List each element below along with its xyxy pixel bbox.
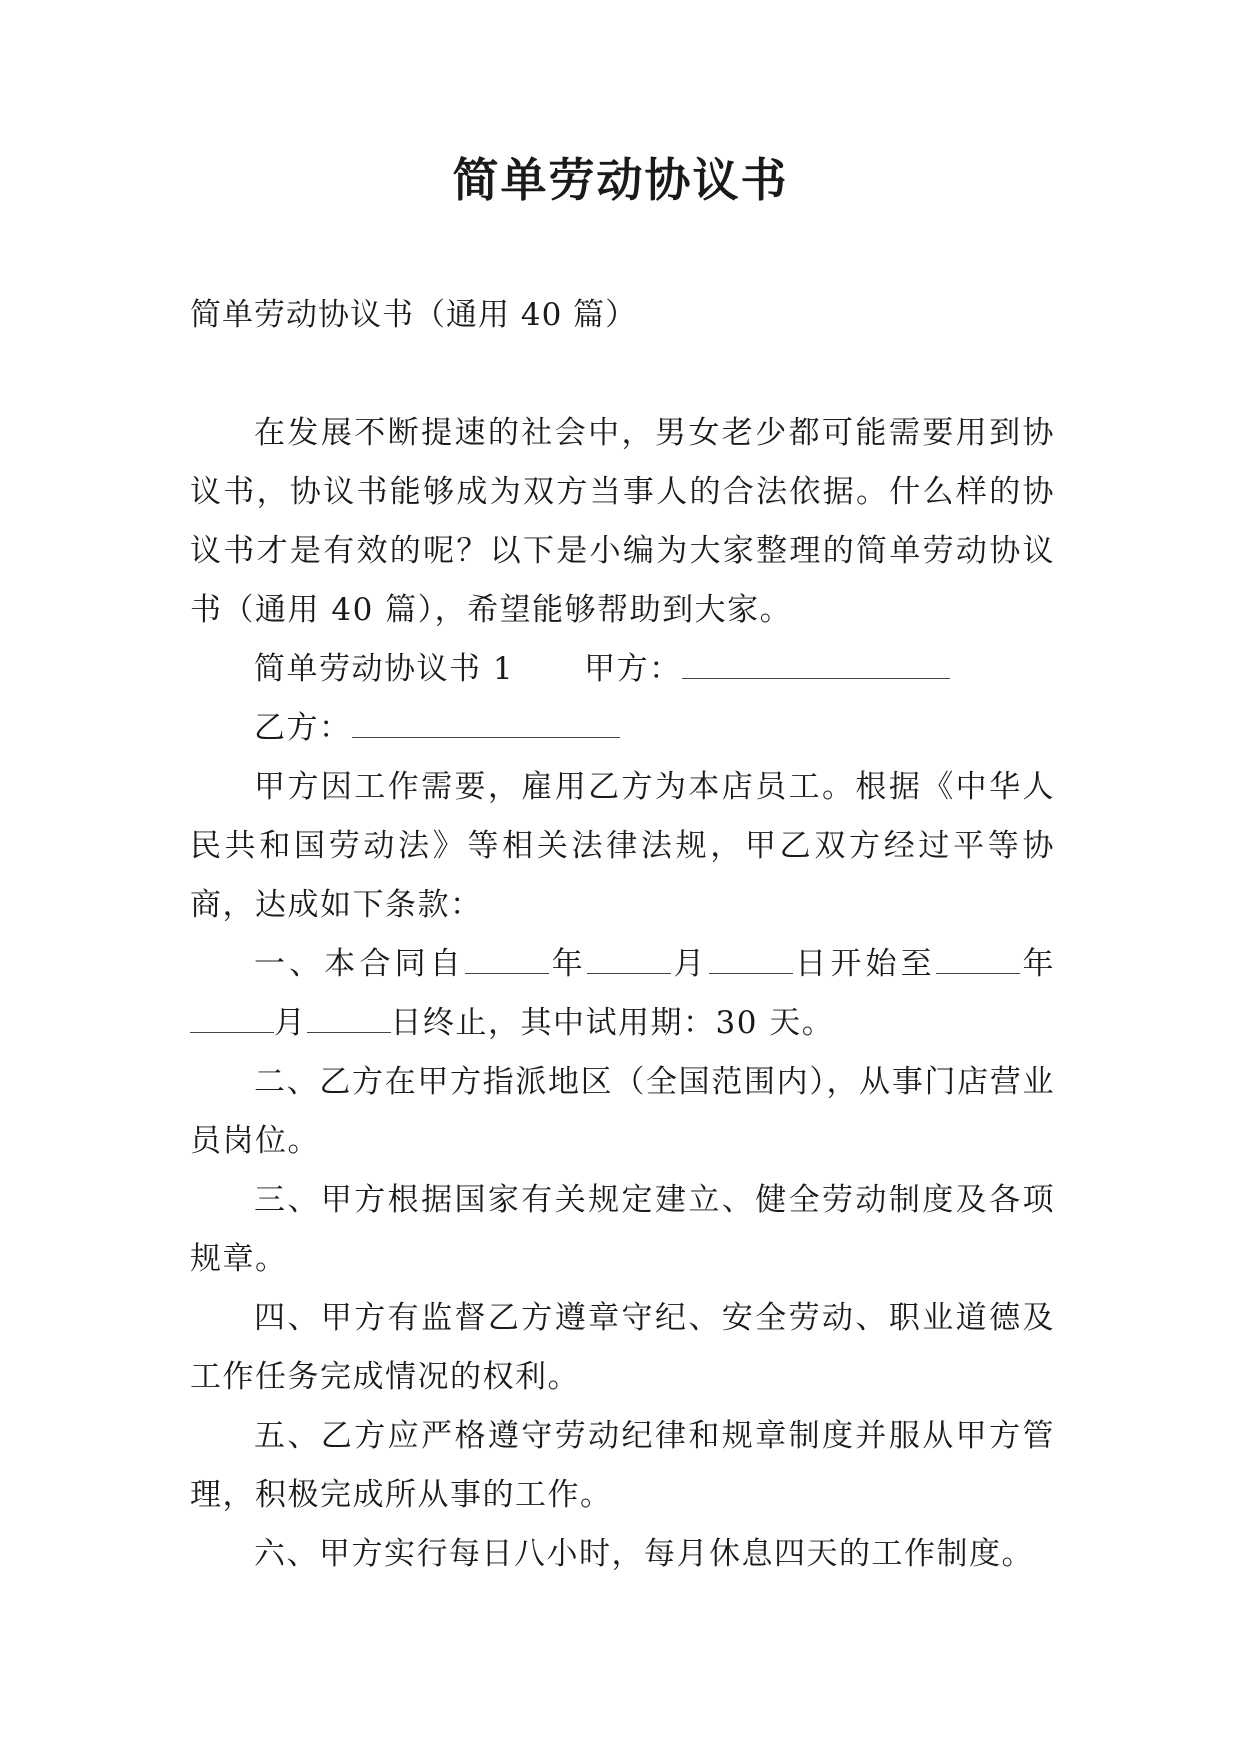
document-title: 简单劳动协议书 xyxy=(452,153,789,207)
start-month-blank xyxy=(587,965,671,974)
preamble-paragraph: 甲方因工作需要，雇用乙方为本店员工。根据《中华人民共和国劳动法》等相关法律法规，甲乙双方经过平等协商，达成如下条款： xyxy=(190,769,1055,923)
end-month-blank xyxy=(190,1024,274,1033)
start-day-blank xyxy=(709,965,793,974)
party-a-label: 甲方： xyxy=(584,651,682,687)
clause-1-prefix: 一、本合同自 xyxy=(254,946,465,982)
clause-1 xyxy=(190,935,1055,1053)
party-a-line xyxy=(190,640,1055,699)
section-heading: 简单劳动协议书 1 xyxy=(254,651,515,687)
intro-paragraph: 在发展不断提速的社会中，男女老少都可能需要用到协议书，协议书能够成为双方当事人的合法依据。什么样的协议书才是有效的呢？以下是小编为大家整理的简单劳动协议书（通用 40 篇），希望能够帮助到大家。 xyxy=(190,415,1055,628)
clause-1-month2: 月 xyxy=(274,1005,307,1041)
clause-4: 四、甲方有监督乙方遵章守纪、安全劳动、职业道德及工作任务完成情况的权利。 xyxy=(190,1300,1055,1395)
start-year-blank xyxy=(465,965,549,974)
clause-1-day-start: 日开始至 xyxy=(792,946,936,982)
clause-3: 三、甲方根据国家有关规定建立、健全劳动制度及各项规章。 xyxy=(190,1182,1055,1277)
clause-1-suffix: 日终止，其中试用期：30 天。 xyxy=(390,1005,835,1041)
party-b-label: 乙方： xyxy=(254,710,352,746)
document-subtitle: 简单劳动协议书（通用 40 篇） xyxy=(190,297,638,333)
party-b-line xyxy=(190,699,1055,758)
clause-6: 六、甲方实行每日八小时，每月休息四天的工作制度。 xyxy=(254,1536,1034,1572)
party-a-blank xyxy=(682,670,950,679)
clause-1-year2: 年 xyxy=(1019,946,1055,982)
document-body xyxy=(190,404,1055,1584)
clause-2: 二、乙方在甲方指派地区（全国范围内），从事门店营业员岗位。 xyxy=(190,1064,1055,1159)
end-year-blank xyxy=(936,965,1020,974)
clause-1-month: 月 xyxy=(670,946,709,982)
clause-1-year: 年 xyxy=(548,946,587,982)
party-b-blank xyxy=(352,729,620,738)
clause-5: 五、乙方应严格遵守劳动纪律和规章制度并服从甲方管理，积极完成所从事的工作。 xyxy=(190,1418,1055,1513)
end-day-blank xyxy=(307,1024,391,1033)
